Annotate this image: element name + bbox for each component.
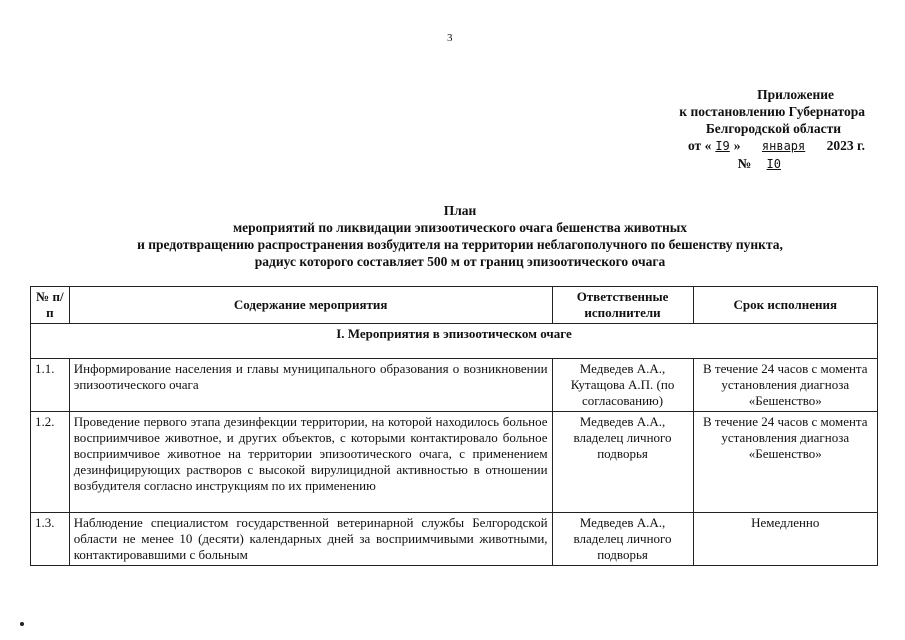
row-term: Немедленно bbox=[693, 513, 877, 566]
date-month: января bbox=[761, 139, 806, 153]
row-content: Проведение первого этапа дезинфекции территории, на которой находилось больное восприимчивое животное, и других объектов, с которыми контактировало больное восприимчивое животное на территории эпизоотического очага, с применением дезинфицирующих растворов с высокой вирулицидной активностью в отношении возбудителя согласно инструкциям по их применению bbox=[69, 412, 552, 513]
header-term: Срок исполнения bbox=[693, 287, 877, 324]
number-prefix: № bbox=[737, 156, 752, 171]
table-row bbox=[31, 412, 878, 513]
appendix-block bbox=[605, 86, 865, 173]
page-number: 3 bbox=[447, 32, 453, 44]
appendix-date bbox=[605, 137, 865, 155]
appendix-region: Белгородской области bbox=[705, 121, 841, 136]
header-content: Содержание мероприятия bbox=[69, 287, 552, 324]
date-mid: » bbox=[733, 138, 741, 153]
appendix-number bbox=[605, 155, 793, 173]
row-num: 1.3. bbox=[31, 513, 70, 566]
scan-speck bbox=[20, 622, 24, 626]
title-line-1: мероприятий по ликвидации эпизоотического очага бешенства животных bbox=[232, 220, 688, 235]
header-num: № п/п bbox=[31, 287, 70, 324]
plan-table bbox=[30, 286, 878, 566]
title-heading: План bbox=[443, 203, 477, 218]
table-header-row bbox=[31, 287, 878, 324]
date-day: I9 bbox=[715, 139, 730, 153]
document-title bbox=[60, 202, 860, 270]
table-row bbox=[31, 359, 878, 412]
title-line-3: радиус которого составляет 500 м от границ эпизоотического очага bbox=[254, 254, 666, 269]
header-responsible: Ответственные исполнители bbox=[552, 287, 693, 324]
date-year: 2023 г. bbox=[826, 138, 865, 153]
row-responsible: Медведев А.А., владелец личного подворья bbox=[552, 412, 693, 513]
title-line-2: и предотвращению распространения возбудителя на территории неблагополучного по бешенству пункта, bbox=[137, 237, 783, 252]
row-num: 1.2. bbox=[31, 412, 70, 513]
row-responsible: Медведев А.А., Кутащова А.П. (по согласованию) bbox=[552, 359, 693, 412]
section-title: I. Мероприятия в эпизоотическом очаге bbox=[31, 324, 878, 359]
row-responsible: Медведев А.А., владелец личного подворья bbox=[552, 513, 693, 566]
table-row bbox=[31, 513, 878, 566]
appendix-title: Приложение bbox=[757, 87, 834, 102]
row-content: Наблюдение специалистом государственной ветеринарной службы Белгородской области не менее 10 (десяти) календарных дней за восприимчивыми животными, контактировавшими с больным bbox=[69, 513, 552, 566]
section-row bbox=[31, 324, 878, 359]
date-prefix: от « bbox=[687, 138, 712, 153]
appendix-decree: к постановлению Губернатора bbox=[679, 104, 865, 119]
number-value: I0 bbox=[766, 157, 781, 171]
row-term: В течение 24 часов с момента установления диагноза «Бешенство» bbox=[693, 359, 877, 412]
row-term: В течение 24 часов с момента установления диагноза «Бешенство» bbox=[693, 412, 877, 513]
row-num: 1.1. bbox=[31, 359, 70, 412]
row-content: Информирование населения и главы муниципального образования о возникновении эпизоотического очага bbox=[69, 359, 552, 412]
